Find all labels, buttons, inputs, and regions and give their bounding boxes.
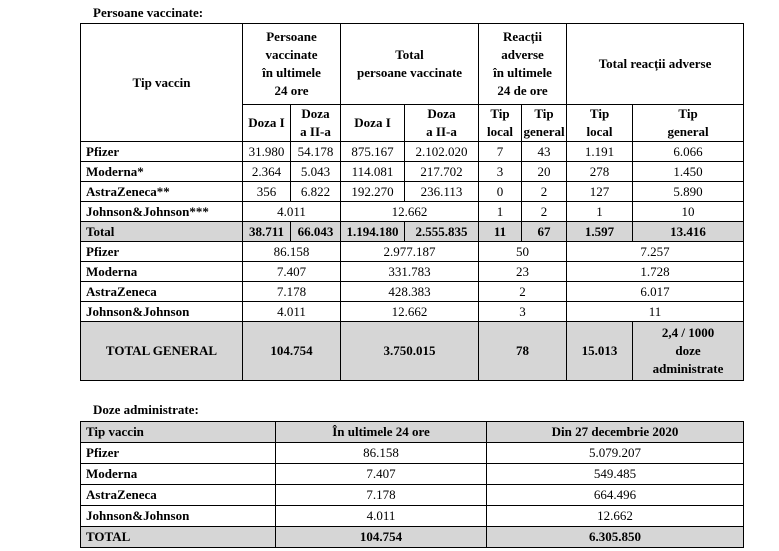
cell: 549.485 xyxy=(487,464,744,485)
cell: 12.662 xyxy=(341,202,479,222)
header-last-24h: În ultimele 24 ore xyxy=(276,422,487,443)
row-label: Pfizer xyxy=(81,443,276,464)
cell: 2 xyxy=(522,182,567,202)
table-row xyxy=(81,443,744,464)
total-row xyxy=(81,222,744,242)
cell: 5.890 xyxy=(633,182,744,202)
row-label: Moderna xyxy=(81,262,243,282)
cell: 5.043 xyxy=(291,162,341,182)
table-row xyxy=(81,464,744,485)
row-label: AstraZeneca xyxy=(81,485,276,506)
row-label: Moderna xyxy=(81,464,276,485)
cell: 67 xyxy=(522,222,567,242)
cell: 664.496 xyxy=(487,485,744,506)
cell: 12.662 xyxy=(341,302,479,322)
cell: 1.194.180 xyxy=(341,222,405,242)
cell: 7.407 xyxy=(276,464,487,485)
table-row xyxy=(81,242,744,262)
header-tip-vaccin: Tip vaccin xyxy=(81,422,276,443)
cell: 1.597 xyxy=(567,222,633,242)
cell: 236.113 xyxy=(405,182,479,202)
table-row xyxy=(81,262,744,282)
cell: 86.158 xyxy=(243,242,341,262)
cell: 3 xyxy=(479,302,567,322)
section-title-doses: Doze administrate: xyxy=(93,402,199,417)
cell: 114.081 xyxy=(341,162,405,182)
cell: 2 xyxy=(479,282,567,302)
cell: 278 xyxy=(567,162,633,182)
cell: 1 xyxy=(567,202,633,222)
cell: 54.178 xyxy=(291,142,341,162)
table-row xyxy=(81,485,744,506)
header-reactions-24h: Reacții adverse în ultimele 24 de ore xyxy=(479,24,567,105)
cell: 66.043 xyxy=(291,222,341,242)
cell: 23 xyxy=(479,262,567,282)
subheader-doza1: Doza I xyxy=(243,105,291,142)
subheader-doza2: Doza a II-a xyxy=(291,105,341,142)
cell: 2.977.187 xyxy=(341,242,479,262)
cell: 11 xyxy=(567,302,744,322)
cell: 104.754 xyxy=(276,527,487,548)
header-tip-vaccin: Tip vaccin xyxy=(81,24,243,142)
subheader-total-doza1: Doza I xyxy=(341,105,405,142)
table-row xyxy=(81,302,744,322)
vaccinated-persons-table xyxy=(80,23,744,381)
row-label: Moderna* xyxy=(81,162,243,182)
cell: 1 xyxy=(479,202,522,222)
cell: 6.305.850 xyxy=(487,527,744,548)
cell: 2 xyxy=(522,202,567,222)
table-row xyxy=(81,506,744,527)
cell: 38.711 xyxy=(243,222,291,242)
table-row xyxy=(81,202,744,222)
cell: 3.750.015 xyxy=(341,322,479,381)
row-label: Johnson&Johnson xyxy=(81,506,276,527)
cell: 11 xyxy=(479,222,522,242)
cell: 4.011 xyxy=(276,506,487,527)
cell: 104.754 xyxy=(243,322,341,381)
cell: 1.450 xyxy=(633,162,744,182)
row-label: Johnson&Johnson xyxy=(81,302,243,322)
cell: 192.270 xyxy=(341,182,405,202)
cell: 7.178 xyxy=(243,282,341,302)
cell: 7.257 xyxy=(567,242,744,262)
cell: 875.167 xyxy=(341,142,405,162)
cell: 0 xyxy=(479,182,522,202)
header-total-reactions: Total reacții adverse xyxy=(567,24,744,105)
cell: 7 xyxy=(479,142,522,162)
cell: 217.702 xyxy=(405,162,479,182)
row-label: AstraZeneca** xyxy=(81,182,243,202)
cell: 356 xyxy=(243,182,291,202)
cell: 5.079.207 xyxy=(487,443,744,464)
row-label: Total xyxy=(81,222,243,242)
cell: 6.017 xyxy=(567,282,744,302)
cell: 428.383 xyxy=(341,282,479,302)
cell: 20 xyxy=(522,162,567,182)
cell: 4.011 xyxy=(243,302,341,322)
rate-cell: 2,4 / 1000 doze administrate xyxy=(633,322,744,381)
section-title-vaccinated: Persoane vaccinate: xyxy=(93,5,204,20)
row-label: Johnson&Johnson*** xyxy=(81,202,243,222)
table-row xyxy=(81,162,744,182)
row-label: AstraZeneca xyxy=(81,282,243,302)
subheader-react-general: Tip general xyxy=(522,105,567,142)
subheader-total-general: Tip general xyxy=(633,105,744,142)
cell: 78 xyxy=(479,322,567,381)
table-row xyxy=(81,282,744,302)
cell: 6.822 xyxy=(291,182,341,202)
administered-doses-table xyxy=(80,421,744,548)
cell: 50 xyxy=(479,242,567,262)
row-label: Pfizer xyxy=(81,142,243,162)
cell: 7.178 xyxy=(276,485,487,506)
cell: 2.555.835 xyxy=(405,222,479,242)
cell: 6.066 xyxy=(633,142,744,162)
row-label: TOTAL GENERAL xyxy=(81,322,243,381)
header-persons-24h: Persoane vaccinate în ultimele 24 ore xyxy=(243,24,341,105)
cell: 31.980 xyxy=(243,142,291,162)
row-label: TOTAL xyxy=(81,527,276,548)
header-since-date: Din 27 decembrie 2020 xyxy=(487,422,744,443)
cell: 3 xyxy=(479,162,522,182)
table-row xyxy=(81,142,744,162)
total-general-row xyxy=(81,322,744,381)
cell: 7.407 xyxy=(243,262,341,282)
subheader-total-local: Tip local xyxy=(567,105,633,142)
header-total-persons: Total persoane vaccinate xyxy=(341,24,479,105)
cell: 86.158 xyxy=(276,443,487,464)
cell: 1.191 xyxy=(567,142,633,162)
cell: 127 xyxy=(567,182,633,202)
row-label: Pfizer xyxy=(81,242,243,262)
table-row xyxy=(81,182,744,202)
cell: 4.011 xyxy=(243,202,341,222)
cell: 10 xyxy=(633,202,744,222)
cell: 12.662 xyxy=(487,506,744,527)
cell: 15.013 xyxy=(567,322,633,381)
cell: 2.102.020 xyxy=(405,142,479,162)
cell: 13.416 xyxy=(633,222,744,242)
subheader-react-local: Tip local xyxy=(479,105,522,142)
subheader-total-doza2: Doza a II-a xyxy=(405,105,479,142)
cell: 2.364 xyxy=(243,162,291,182)
cell: 1.728 xyxy=(567,262,744,282)
cell: 43 xyxy=(522,142,567,162)
cell: 331.783 xyxy=(341,262,479,282)
total-row xyxy=(81,527,744,548)
